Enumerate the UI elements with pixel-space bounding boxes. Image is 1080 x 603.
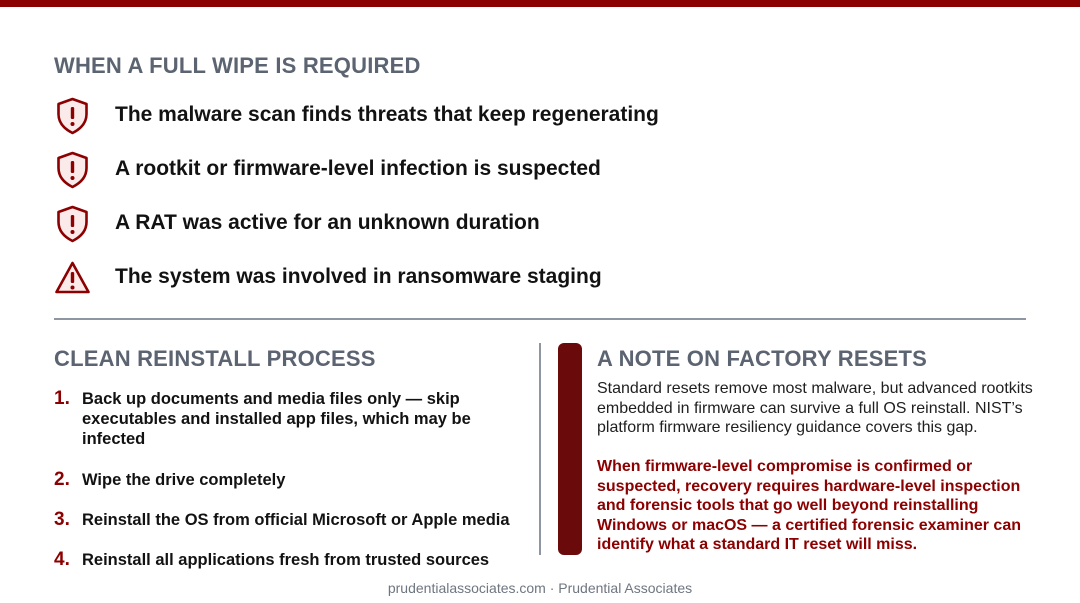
- criteria-text: The system was involved in ransomware staging: [115, 265, 602, 288]
- list-item: [54, 509, 529, 530]
- top-accent-bar: [0, 0, 1080, 7]
- note-emphasis-text: When firmware-level compromise is confirmed or suspected, recovery requires hardware-level inspection and forensic tools that go well beyond reinstalling Windows or macOS — a certified forensic examiner can identify what a standard IT reset will miss.: [597, 458, 1021, 553]
- step-number: 4.: [54, 549, 70, 570]
- step-number: 2.: [54, 469, 70, 490]
- reinstall-section-title: CLEAN REINSTALL PROCESS: [54, 346, 376, 371]
- list-item: [54, 200, 1034, 254]
- list-item: [54, 254, 1034, 308]
- note-section-title: A NOTE ON FACTORY RESETS: [597, 346, 927, 371]
- wipe-section-title: WHEN A FULL WIPE IS REQUIRED: [54, 53, 421, 78]
- step-number: 3.: [54, 509, 70, 530]
- criteria-text: The malware scan finds threats that keep regenerating: [115, 103, 659, 126]
- note-accent-bar: [558, 343, 582, 555]
- section-divider: [54, 318, 1026, 320]
- list-item: [54, 388, 529, 449]
- column-divider: [539, 343, 541, 555]
- wipe-criteria-list: [54, 92, 1034, 308]
- list-item: [54, 549, 529, 570]
- list-item: [54, 146, 1034, 200]
- note-body-text: Standard resets remove most malware, but advanced rootkits embedded in firmware can survive a full OS reinstall. NIST’s platform firmware resiliency guidance covers this gap.: [597, 380, 1033, 436]
- criteria-text: A rootkit or firmware-level infection is suspected: [115, 157, 601, 180]
- shield-alert-icon: [54, 97, 91, 135]
- step-text: Reinstall the OS from official Microsoft or Apple media: [82, 511, 510, 529]
- criteria-text: A RAT was active for an unknown duration: [115, 211, 540, 234]
- step-text: Reinstall all applications fresh from trusted sources: [82, 551, 490, 569]
- reinstall-steps-list: [54, 388, 529, 570]
- warning-triangle-icon: [54, 259, 91, 297]
- shield-alert-icon: [54, 205, 91, 243]
- step-number: 1.: [54, 388, 70, 409]
- shield-alert-icon: [54, 151, 91, 189]
- step-text: Wipe the drive completely: [82, 471, 286, 489]
- list-item: [54, 92, 1034, 146]
- list-item: [54, 469, 529, 490]
- step-text: Back up documents and media files only — skip executables and installed app files, which may be infected: [82, 390, 471, 448]
- footer-text: prudentialassociates.com · Prudential Associates: [387, 580, 693, 596]
